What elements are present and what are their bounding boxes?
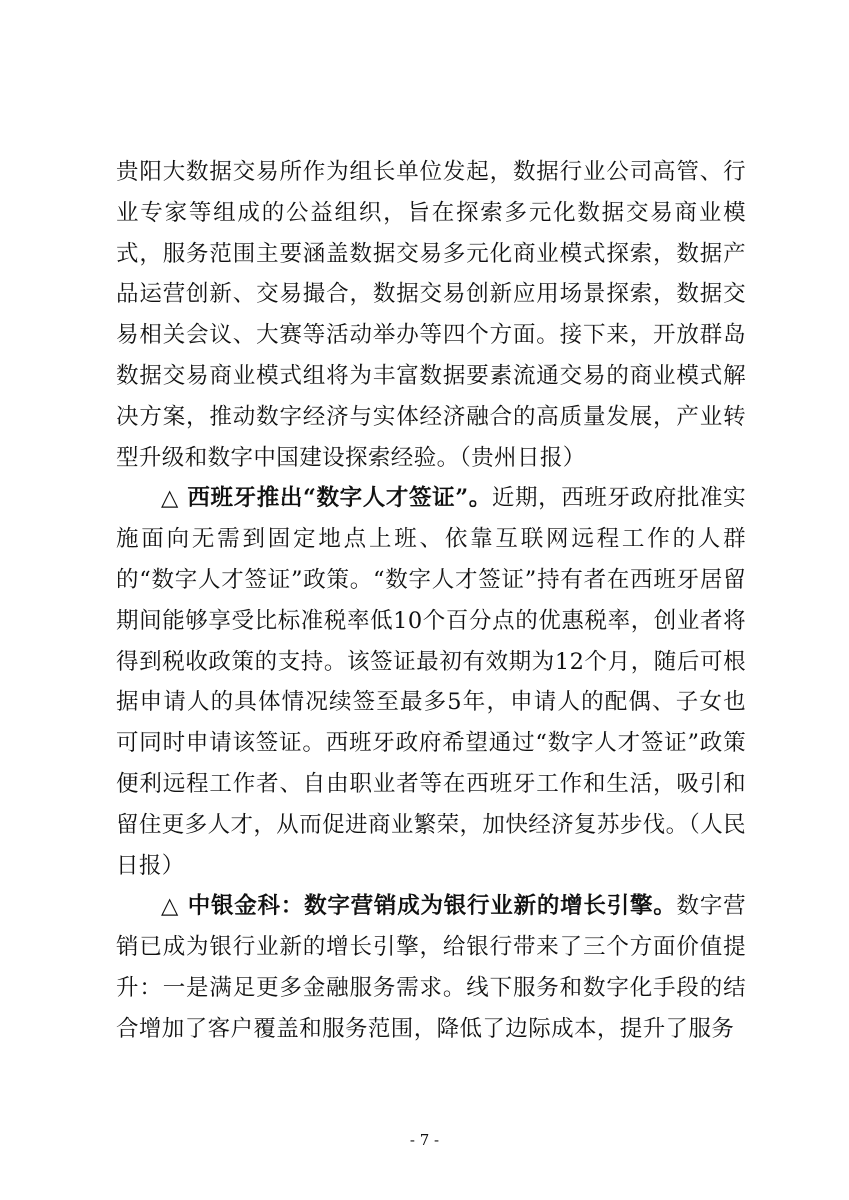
- paragraph-spain-digital-visa: [116, 478, 746, 886]
- paragraph-text: 数字营销已成为银行业新的增长引擎，给银行带来了三个方面价值提升：一是满足更多金融服务需求。线下服务和数字化手段的结合增加了客户覆盖和服务范围，降低了边际成本，提升了服务: [116, 893, 747, 1042]
- paragraph-guiyang-data-exchange: [116, 152, 746, 478]
- paragraph-text: 近期，西班牙政府批准实施面向无需到固定地点上班、依靠互联网远程工作的人群的“数字人才签证”政策。“数字人才签证”持有者在西班牙居留期间能够享受比标准税率低10个百分点的优惠税率，创业者将得到税收政策的支持。该签证最初有效期为12个月，随后可根据申请人的具体情况续签至最多5年，申请人的配偶、子女也可同时申请该签证。西班牙政府希望通过“数字人才签证”政策便利远程工作者、自由职业者等在西班牙工作和生活，吸引和留住更多人才，从而促进商业繁荣，加快经济复苏步伐。（人民日报）: [116, 485, 747, 879]
- paragraph-text: 贵阳大数据交易所作为组长单位发起，数据行业公司高管、行业专家等组成的公益组织，旨在探索多元化数据交易商业模式，服务范围主要涵盖数据交易多元化商业模式探索，数据产品运营创新、交易撮合，数据交易创新应用场景探索，数据交易相关会议、大赛等活动举办等四个方面。接下来，开放群岛数据交易商业模式组将为丰富数据要素流通交易的商业模式解决方案，推动数字经济与实体经济融合的高质量发展，产业转型升级和数字中国建设探索经验。（贵州日报）: [116, 159, 746, 471]
- document-body: [116, 152, 746, 1050]
- paragraph-boc-fintech-marketing: [116, 886, 746, 1049]
- page-number: - 7 -: [409, 1131, 440, 1149]
- paragraph-lead: △ 西班牙推出“数字人才签证”。: [161, 485, 492, 512]
- paragraph-lead: △ 中银金科：数字营销成为银行业新的增长引擎。: [161, 893, 677, 920]
